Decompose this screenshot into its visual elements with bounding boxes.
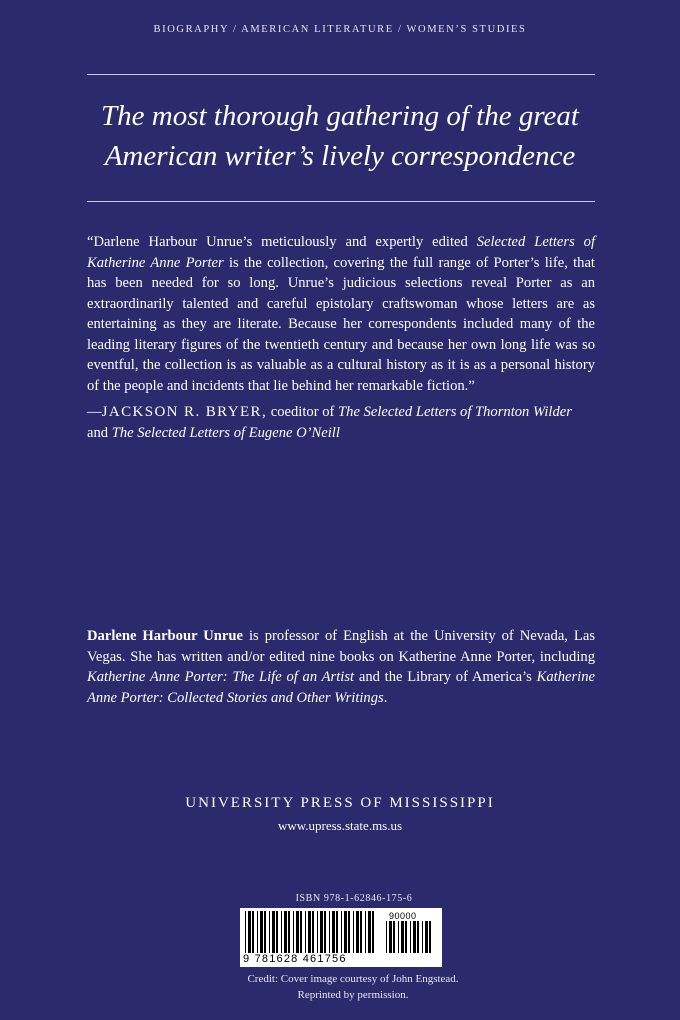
tagline-line-2: American writer’s lively correspondence (104, 140, 576, 172)
bottom-divider (87, 201, 595, 202)
bio-text-1: is professor of English at the University of Nevada, Las Vegas. She has written and/or edited nine books on Katherine Anne Porter, including (87, 628, 595, 665)
barcode (240, 908, 442, 967)
attribution-dash: — (87, 404, 102, 420)
endorser-role: coeditor of (267, 404, 339, 420)
category-line: BIOGRAPHY / AMERICAN LITERATURE / WOMEN’S STUDIES (153, 24, 527, 35)
quote-text-1: “Darlene Harbour Unrue’s meticulously and expertly edited (87, 234, 477, 250)
publisher-name: UNIVERSITY PRESS OF MISSISSIPPI (185, 795, 495, 811)
barcode-addon-digits: 90000 (389, 911, 417, 921)
bio-text-2: and the Library of America’s (354, 669, 537, 685)
attribution-and: and (87, 425, 112, 441)
tagline (0, 96, 680, 176)
publisher-url[interactable]: www.upress.state.ms.us (277, 818, 403, 833)
endorser-name: JACKSON R. BRYER, (101, 404, 268, 420)
bio-end: . (383, 689, 388, 706)
quote-book-title: Selected Letters of Katherine Anne Porter (87, 234, 595, 271)
credit-line-2: Reprinted by permission. (297, 989, 409, 1001)
bio-book-1: Katherine Anne Porter: The Life of an Artist (87, 669, 355, 685)
cover-credit (0, 971, 680, 1003)
tagline-line-1: The most thorough gathering of the great (101, 100, 579, 132)
endorser-book-1: The Selected Letters of Thornton Wilder (338, 404, 572, 420)
barcode-digits: 9 781628 461756 (243, 953, 347, 965)
endorser-book-2: The Selected Letters of Eugene O’Neill (111, 425, 340, 441)
isbn-label: ISBN 978-1-62846-175-6 (295, 893, 413, 904)
barcode-bars-icon (243, 911, 379, 953)
barcode-addon-bars-icon (384, 921, 436, 973)
credit-line-1: Credit: Cover image courtesy of John Engstead. (247, 973, 459, 985)
top-divider (87, 74, 595, 75)
bio-book-2: Katherine Anne Porter: Collected Stories and Other Writings (87, 669, 595, 706)
endorsement-quote (87, 232, 595, 396)
author-bio (87, 626, 595, 708)
quote-text-2: is the collection, covering the full range of Porter’s life, that has been needed for so long. Unrue’s judicious selections reveal Porter as an extraordinarily talented and careful epistolary craftswoman whose letters are as entertaining as they are literate. Because her correspondents included many of the leading literary figures of the twentieth century and because her own long life was so eventful, the collection is as valuable as a cultural history as it is as a personal history of the people and incidents that lie behind her remarkable fiction.” (87, 254, 595, 394)
endorsement-attribution (87, 402, 595, 444)
author-name: Darlene Harbour Unrue (87, 628, 243, 644)
